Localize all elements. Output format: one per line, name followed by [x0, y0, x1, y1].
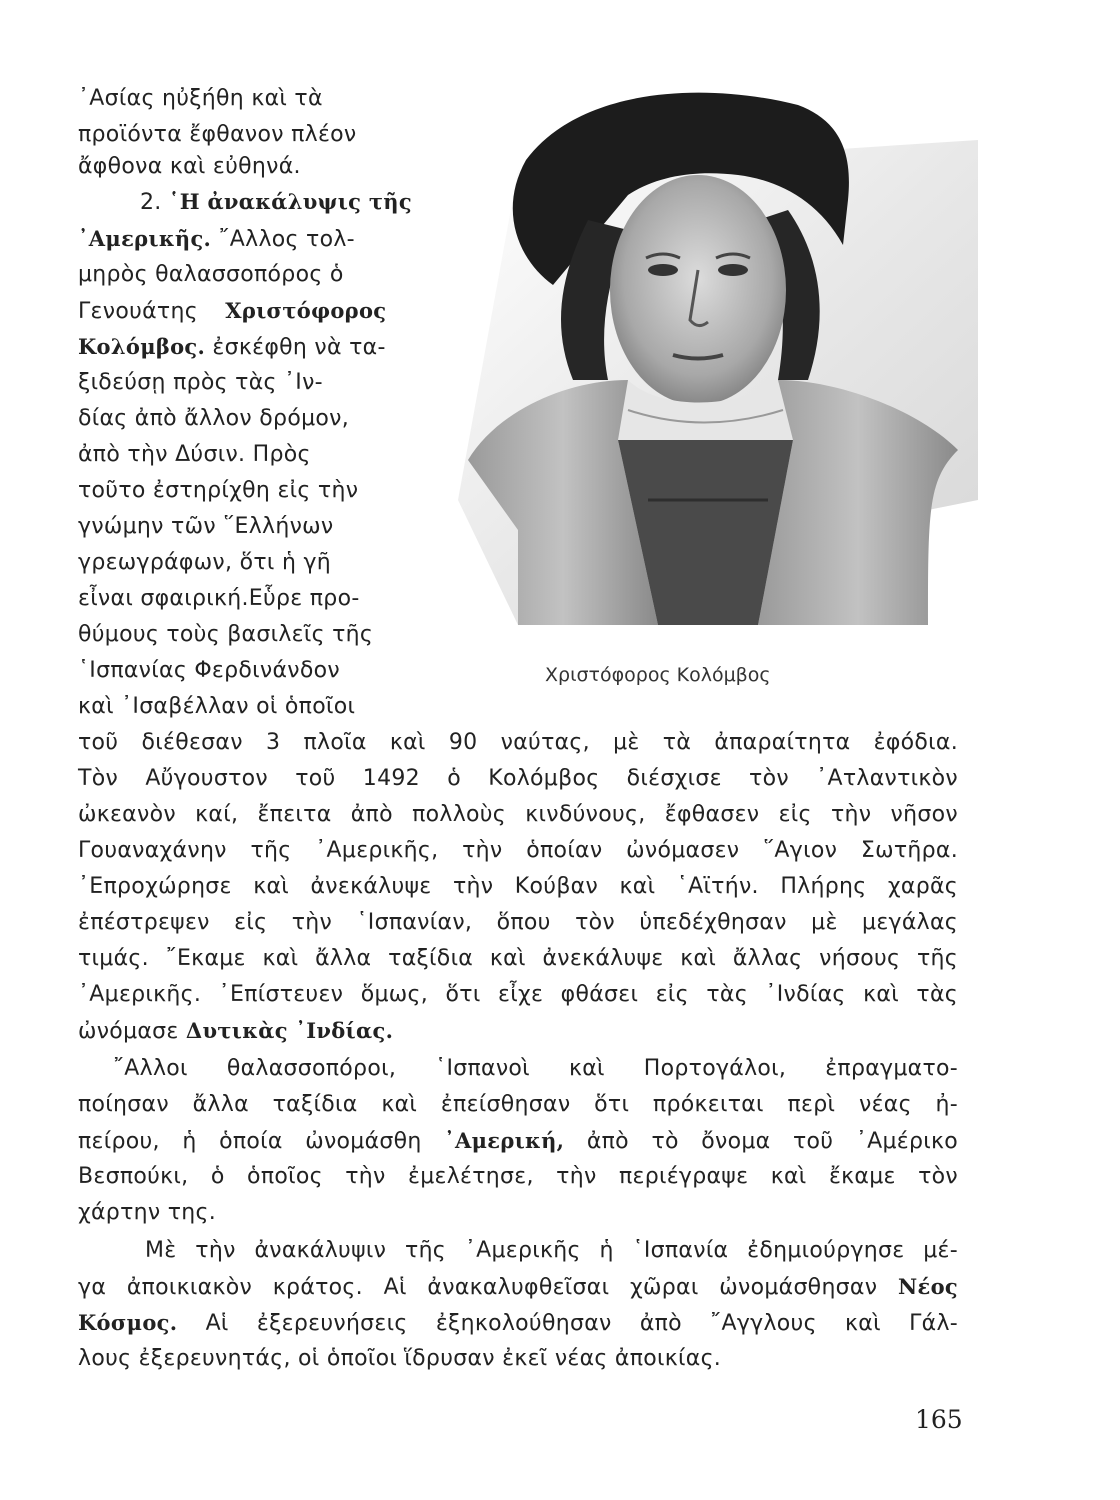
- text-line: ἄφθονα καὶ εὐθηνά.: [78, 154, 301, 179]
- text-line: ἐπέστρεψεν εἰς τὴν ῾Ισπανίαν, ὅπου τὸν ὑπεδέχθησαν μὲ μεγάλας: [78, 910, 958, 935]
- text-line: Κόσμος. Αἱ ἐξερευνήσεις ἐξηκολούθησαν ἀπὸ ῎Αγγλους καὶ Γάλ-: [78, 1310, 959, 1336]
- bold-term: Κολόμβος.: [78, 334, 206, 359]
- text-line: Γενουάτης Χριστόφορος: [78, 298, 387, 324]
- section-title: ῾Η ἀνακάλυψις τῆς: [168, 189, 412, 214]
- page-number: 165: [915, 1405, 963, 1434]
- text-line: γρεωγράφων, ὅτι ἡ γῆ: [78, 550, 332, 575]
- text-line: ὠνόμασε Δυτικὰς ᾿Ινδίας.: [78, 1018, 394, 1044]
- columbus-portrait: [458, 80, 978, 650]
- text-line: εἶναι σφαιρική.Εὗρε προ-: [78, 586, 360, 611]
- text-line: ᾿Αμερικῆς. ᾿Επίστευεν ὅμως, ὅτι εἶχε φθάσει εἰς τὰς ᾿Ινδίας καὶ τὰς: [78, 982, 958, 1007]
- text-line: ᾿Επροχώρησε καὶ ἀνεκάλυψε τὴν Κούβαν καὶ ῾Αϊτήν. Πλήρης χαρᾶς: [78, 874, 958, 899]
- text-line: Κολόμβος. ἐσκέφθη νὰ τα-: [78, 334, 386, 360]
- text-line: θύμους τοὺς βασιλεῖς τῆς: [78, 622, 374, 647]
- text-line: ῎Αλλοι θαλασσοπόροι, ῾Ισπανοὶ καὶ Πορτογάλοι, ἐπραγματο-: [113, 1056, 958, 1081]
- text-line: ᾿Αμερικῆς. ῎Αλλος τολ-: [78, 226, 355, 252]
- text-line: τοῦτο ἐστηρίχθη εἰς τὴν: [78, 478, 359, 503]
- text-line: ἀπὸ τὴν Δύσιν. Πρὸς: [78, 442, 311, 467]
- text-line: γα ἀποικιακὸν κράτος. Αἱ ἀνακαλυφθεῖσαι χῶραι ὠνομάσθησαν Νέος: [78, 1274, 958, 1300]
- bold-term: Χριστόφορος: [225, 298, 387, 323]
- text-line: πείρου, ἡ ὁποία ὠνομάσθη ᾿Αμερική, ἀπὸ τὸ ὄνομα τοῦ ᾿Αμέρικο: [78, 1128, 959, 1154]
- text-line: Γουαναχάνην τῆς ᾿Αμερικῆς, τὴν ὁποίαν ὠνόμασεν ῞Αγιον Σωτῆρα.: [78, 838, 958, 863]
- text-line: τιμάς. ῎Εκαμε καὶ ἄλλα ταξίδια καὶ ἀνεκάλυψε καὶ ἄλλας νήσους τῆς: [78, 946, 958, 971]
- text-line: Τὸν Αὔγουστον τοῦ 1492 ὁ Κολόμβος διέσχισε τὸν ᾿Ατλαντικὸν: [78, 766, 958, 791]
- text-line: τοῦ διέθεσαν 3 πλοῖα καὶ 90 ναύτας, μὲ τὰ ἀπαραίτητα ἐφόδια.: [78, 730, 958, 755]
- section-number: 2.: [140, 190, 162, 215]
- text-line: Βεσπούκι, ὁ ὁποῖος τὴν ἐμελέτησε, τὴν περιέγραψε καὶ ἔκαμε τὸν: [78, 1164, 958, 1189]
- text-line: χάρτην της.: [78, 1200, 217, 1225]
- text-line: καὶ ᾿Ισαβέλλαν οἱ ὁποῖοι: [78, 694, 356, 719]
- text-line: ξιδεύσῃ πρὸς τὰς ᾿Ιν-: [78, 370, 323, 395]
- bold-term: Δυτικὰς ᾿Ινδίας.: [185, 1018, 394, 1043]
- text-line: ῾Ισπανίας Φερδινάνδον: [78, 658, 340, 683]
- text-line: δίας ἀπὸ ἄλλον δρόμον,: [78, 406, 350, 431]
- bold-term: ᾿Αμερική,: [444, 1128, 565, 1153]
- text-line: προϊόντα ἔφθανον πλέον: [78, 122, 357, 147]
- text-line: λους ἐξερευνητάς, οἱ ὁποῖοι ἵδρυσαν ἐκεῖ νέας ἀποικίας.: [78, 1346, 722, 1371]
- bold-term: Κόσμος.: [78, 1310, 178, 1335]
- section-title-cont: ᾿Αμερικῆς.: [78, 226, 212, 251]
- text-line: Μὲ τὴν ἀνακάλυψιν τῆς ᾿Αμερικῆς ἡ ῾Ισπανία ἐδημιούργησε μέ-: [145, 1238, 958, 1263]
- figure-caption: Χριστόφορος Κολόμβος: [545, 664, 771, 686]
- section-heading: [140, 191, 412, 214]
- portrait-illustration: [458, 80, 978, 650]
- text-line: ποίησαν ἄλλα ταξίδια καὶ ἐπείσθησαν ὅτι πρόκειται περὶ νέας ἠ-: [78, 1092, 958, 1117]
- text-line: μηρὸς θαλασσοπόρος ὁ: [78, 262, 344, 287]
- text-line: ὠκεανὸν καί, ἔπειτα ἀπὸ πολλοὺς κινδύνους, ἔφθασεν εἰς τὴν νῆσον: [78, 802, 958, 827]
- text-line: ᾿Ασίας ηὐξήθη καὶ τὰ: [78, 86, 323, 111]
- text-line: γνώμην τῶν ῞Ελλήνων: [78, 514, 334, 539]
- bold-term: Νέος: [898, 1274, 958, 1299]
